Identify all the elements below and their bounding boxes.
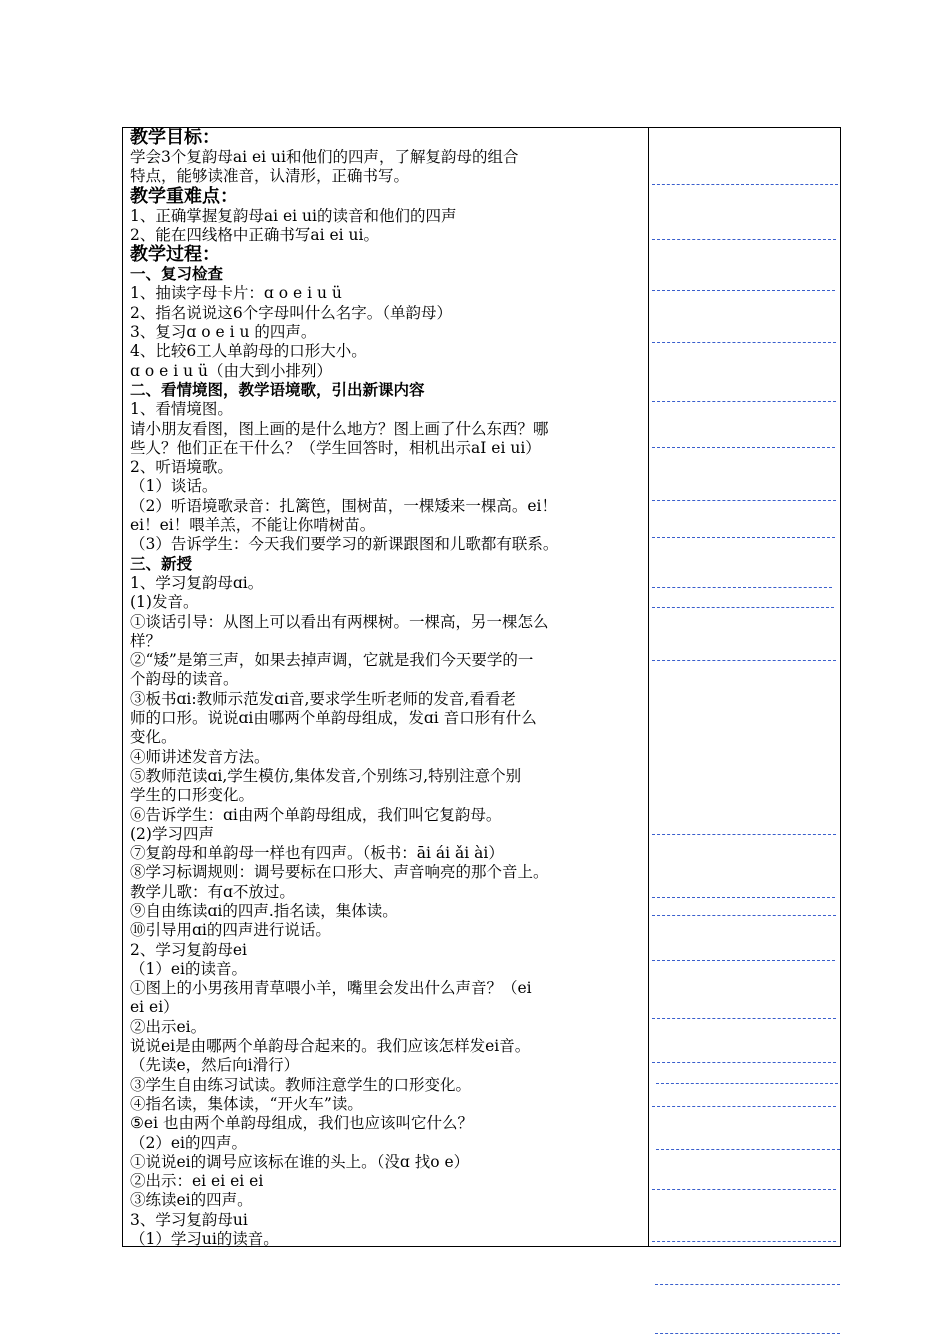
lesson-line: （1）学习ui的读音。: [130, 1230, 279, 1249]
note-line: [655, 1284, 840, 1285]
note-line: [652, 184, 838, 185]
lesson-line: 学生的口形变化。: [130, 786, 255, 805]
section-heading: 二、看情境图，教学语境歌，引出新课内容: [130, 380, 425, 399]
lesson-line: 学会3个复韵母ai ei ui和他们的四声，了解复韵母的组合: [130, 148, 519, 166]
lesson-line: 些人？他们正在干什么？（学生回答时，相机出示aI ei ui）: [130, 438, 541, 457]
lesson-line: 师的口形。说说ɑi由哪两个单韵母组成，发ɑi 音口形有什么: [130, 709, 537, 728]
lesson-line: （1）谈话。: [130, 477, 218, 496]
lesson-line: 特点，能够读准音，认清形，正确书写。: [130, 167, 410, 186]
lesson-line: 2、学习复韵母ei: [130, 940, 247, 959]
note-line: [652, 897, 835, 898]
lesson-line: 2、指名说说这6个字母叫什么名字。（单韵母）: [130, 303, 452, 322]
lesson-line: ②出示ei。: [130, 1017, 207, 1036]
note-line: [655, 1333, 840, 1334]
lesson-line: 1、正确掌握复韵母ai ei ui的读音和他们的四声: [130, 206, 457, 225]
note-line: [656, 1083, 838, 1084]
lesson-line: ①说说ei的调号应该标在谁的头上。（没ɑ 找o e）: [130, 1152, 470, 1171]
lesson-line: ɑ o e i u ü（由大到小排列）: [130, 361, 332, 380]
note-line: [652, 960, 835, 961]
note-line: [652, 607, 834, 608]
lesson-line: 2、听语境歌。: [130, 458, 233, 477]
note-line: [652, 1189, 836, 1190]
lesson-line: 个韵母的读音。: [130, 670, 239, 689]
lesson-line: ①图上的小男孩用青草喂小羊，嘴里会发出什么声音？（ei: [130, 979, 532, 998]
lesson-line: 样？: [130, 631, 162, 650]
lesson-line: ⑤教师范读ɑi,学生模仿,集体发音,个别练习,特别注意个别: [130, 766, 522, 785]
lesson-line: ④指名读，集体读，“开火车”读。: [130, 1094, 363, 1113]
lesson-line: 3、复习ɑ o e i u 的四声。: [130, 323, 317, 342]
note-line: [652, 1106, 836, 1107]
section-heading: 一、复习检查: [130, 265, 224, 284]
lesson-line: 教学儿歌：有ɑ不放过。: [130, 882, 295, 901]
lesson-line: ⑨自由练读ɑi的四声.指名读，集体读。: [130, 901, 398, 920]
section-heading: 教学过程：: [130, 244, 220, 266]
lesson-line: ⑩引导用ɑi的四声进行说话。: [130, 921, 331, 940]
lesson-line: （2）ei的四声。: [130, 1133, 247, 1152]
lesson-line: ②“矮”是第三声，如果去掉声调，它就是我们今天要学的一: [130, 651, 534, 670]
lesson-line: （2）听语境歌录音：扎篱笆，围树苗，一棵矮来一棵高。ei！: [130, 496, 557, 515]
note-line: [652, 834, 836, 835]
lesson-line: ⑤ei 也由两个单韵母组成，我们也应该叫它什么？: [130, 1114, 473, 1133]
lesson-line: (1)发音。: [130, 593, 199, 612]
note-line: [652, 915, 836, 916]
lesson-line: ③板书ɑi:教师示范发ɑi音,要求学生听老师的发音,看看老: [130, 689, 516, 708]
lesson-line: 1、抽读字母卡片：ɑ o e i u ü: [130, 284, 342, 303]
note-line: [652, 1241, 836, 1242]
lesson-line: （3）告诉学生：今天我们要学习的新课跟图和儿歌都有联系。: [130, 535, 559, 554]
note-line: [652, 660, 836, 661]
note-line: [652, 587, 832, 588]
lesson-line: 4、比较6工人单韵母的口形大小。: [130, 342, 367, 361]
lesson-line: （1）ei的读音。: [130, 959, 247, 978]
lesson-line: 1、看情境图。: [130, 400, 233, 419]
lesson-content: [130, 128, 645, 1249]
lesson-line: ei ei）: [130, 998, 179, 1017]
section-heading: 教学目标：: [130, 127, 220, 148]
lesson-line: ④师讲述发音方法。: [130, 747, 270, 766]
lesson-line: 请小朋友看图，图上画的是什么地方？图上画了什么东西？哪: [130, 419, 549, 438]
note-line: [652, 1062, 836, 1063]
note-line: [656, 1149, 840, 1150]
lesson-line: （先读e，然后向i滑行）: [130, 1056, 300, 1075]
column-divider: [648, 127, 649, 1247]
lesson-line: 2、能在四线格中正确书写ai ei ui。: [130, 225, 379, 244]
lesson-line: ③学生自由练习试读。教师注意学生的口形变化。: [130, 1075, 472, 1094]
lesson-line: (2)学习四声: [130, 824, 214, 843]
lesson-line: 3、学习复韵母ui: [130, 1210, 248, 1229]
lesson-line: ⑧学习标调规则：调号要标在口形大、声音响亮的那个音上。: [130, 863, 549, 882]
section-heading: 教学重难点：: [130, 185, 238, 207]
note-line: [652, 290, 835, 291]
lesson-line: ③练读ei的四声。: [130, 1191, 253, 1210]
note-line: [652, 1018, 836, 1019]
section-heading: 三、新授: [130, 554, 193, 573]
note-line: [652, 447, 835, 448]
lesson-line: ei！ei！喂羊羔，不能让你啃树苗。: [130, 516, 376, 535]
lesson-line: ②出示：ei ei ei ei: [130, 1172, 264, 1191]
lesson-line: ⑦复韵母和单韵母一样也有四声。（板书：āi ái ǎi ài）: [130, 844, 504, 863]
note-line: [652, 537, 835, 538]
note-line: [652, 239, 836, 240]
lesson-line: 说说ei是由哪两个单韵母合起来的。我们应该怎样发ei音。: [130, 1037, 531, 1056]
lesson-line: ①谈话引导：从图上可以看出有两棵树。一棵高，另一棵怎么: [130, 612, 549, 631]
lesson-line: 变化。: [130, 728, 177, 747]
lesson-line: 1、学习复韵母ɑi。: [130, 573, 264, 592]
lesson-line: ⑥告诉学生：ɑi由两个单韵母组成，我们叫它复韵母。: [130, 805, 502, 824]
note-line: [652, 342, 836, 343]
note-line: [652, 401, 836, 402]
note-line: [652, 500, 836, 501]
